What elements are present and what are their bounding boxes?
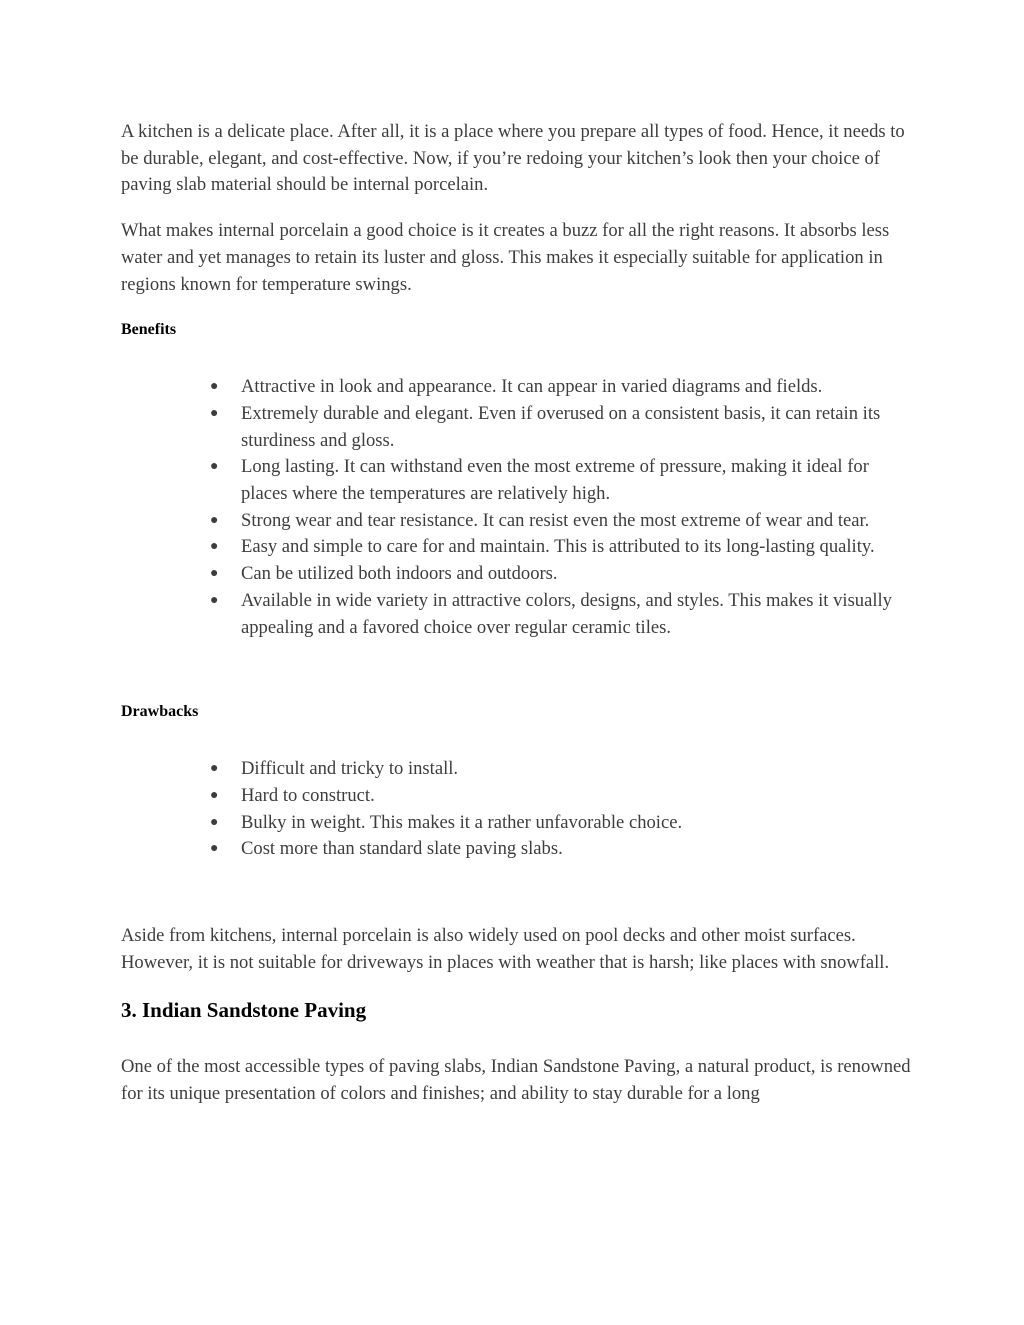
section-3-paragraph: One of the most accessible types of paving slabs, Indian Sandstone Paving, a natural product, is renowned for its unique presentation of colors and finishes; and ability to stay durable for a long [121,1056,911,1105]
drawbacks-heading: Drawbacks [121,703,199,721]
benefits-list-item [121,401,911,454]
bullet-icon: ● [210,459,219,475]
drawbacks-item-text: Hard to construct. [241,784,375,806]
bullet-icon: ● [210,512,219,528]
drawbacks-item-text: Cost more than standard slate paving slabs. [241,838,563,860]
benefits-item-text: Extremely durable and elegant. Even if overused on a consistent basis, it can retain its sturdiness and gloss. [241,402,881,451]
intro-paragraph-1: A kitchen is a delicate place. After all, it is a place where you prepare all types of food. Hence, it needs to be durable, elegant, and cost-effective. Now, if you’re redoing your kitchen’s look then your choice of paving slab material should be internal porcelain. [121,121,905,196]
bullet-icon: ● [210,787,219,803]
benefits-item-text: Long lasting. It can withstand even the most extreme of pressure, making it ideal for places where the temperatures are relatively high. [241,456,869,505]
drawbacks-item-text: Difficult and tricky to install. [241,758,459,780]
benefits-item-text: Attractive in look and appearance. It can appear in varied diagrams and fields. [241,376,823,398]
benefits-list-item [121,454,911,507]
benefits-list-item [121,374,911,401]
drawbacks-list [121,756,911,863]
document-page [121,119,911,1108]
bullet-icon: ● [210,405,219,421]
benefits-list-item [121,534,911,561]
drawbacks-list-item [121,810,911,837]
benefits-item-text: Can be utilized both indoors and outdoors. [241,563,558,585]
drawbacks-item-text: Bulky in weight. This makes it a rather unfavorable choice. [241,811,683,833]
benefits-heading: Benefits [121,321,177,339]
drawbacks-list-item [121,756,911,783]
benefits-list-item [121,561,911,588]
bullet-icon: ● [210,566,219,582]
bullet-icon: ● [210,592,219,608]
bullet-icon: ● [210,841,219,857]
bullet-icon: ● [210,539,219,555]
drawbacks-list-item [121,783,911,810]
closing-paragraph: Aside from kitchens, internal porcelain is also widely used on pool decks and other moist surfaces. However, it is not suitable for driveways in places with weather that is harsh; like places with snowfall. [121,925,890,973]
benefits-list-item [121,508,911,535]
bullet-icon: ● [210,814,219,830]
benefits-list-item [121,588,911,641]
bullet-icon: ● [210,379,219,395]
bullet-icon: ● [210,761,219,777]
intro-paragraph-2: What makes internal porcelain a good choice is it creates a buzz for all the right reasons. It absorbs less water and yet manages to retain its luster and gloss. This makes it especially suitable for application in regions known for temperature swings. [121,220,890,295]
benefits-list [121,374,911,641]
drawbacks-list-item [121,836,911,863]
benefits-item-text: Easy and simple to care for and maintain. This is attributed to its long-lasting quality. [241,536,875,558]
section-3-heading: 3. Indian Sandstone Paving [121,998,367,1023]
benefits-item-text: Strong wear and tear resistance. It can resist even the most extreme of wear and tear. [241,509,870,531]
benefits-item-text: Available in wide variety in attractive colors, designs, and styles. This makes it visually appealing and a favored choice over regular ceramic tiles. [241,589,892,638]
